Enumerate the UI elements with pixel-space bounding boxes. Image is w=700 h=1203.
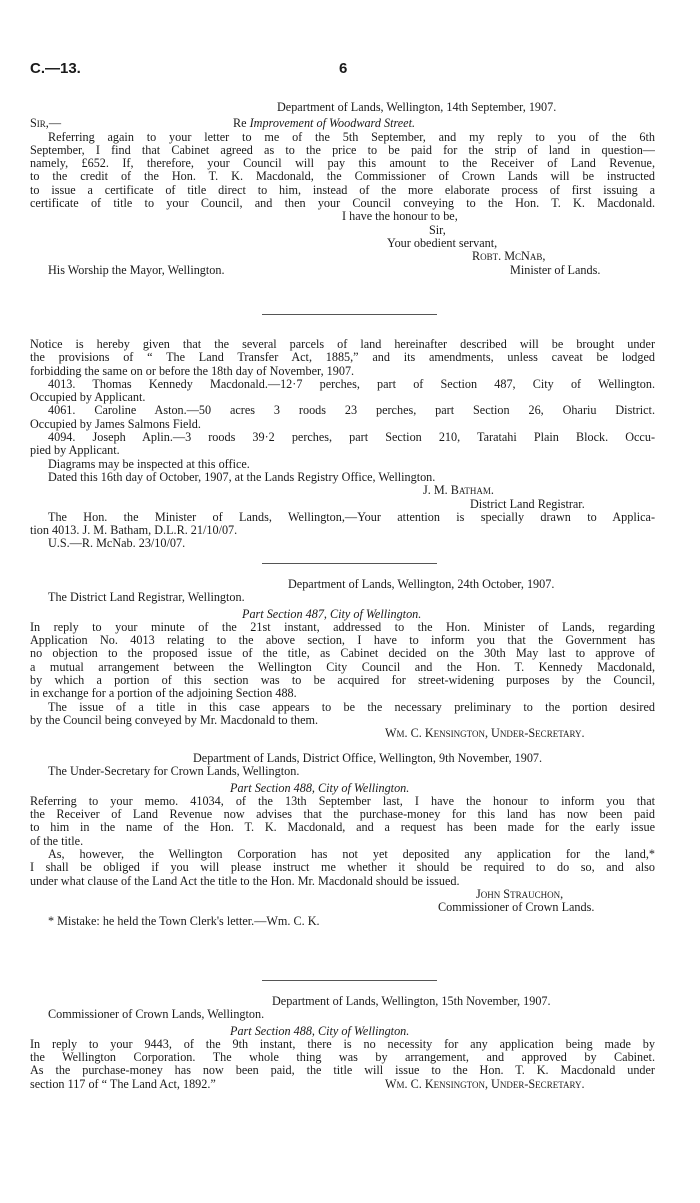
letter-subject [233, 117, 415, 130]
body-line: In reply to your minute of the 21st instant, addressed to the Hon. Minister of Lands, regarding [30, 620, 655, 634]
addressee: Commissioner of Crown Lands, Wellington. [48, 1007, 265, 1022]
closing-line: Your obedient servant, [387, 235, 498, 250]
addressee: His Worship the Mayor, Wellington. [48, 262, 225, 277]
signer-title: Commissioner of Crown Lands. [438, 900, 595, 915]
body-line: In reply to your 9443, of the 9th instant, there is no necessity for any application being made by [30, 1037, 655, 1051]
signature: J. M. Batham. [423, 483, 494, 498]
signature: Wm. C. Kensington, Under-Secretary. [385, 726, 585, 741]
notice-line: Dated this 16th day of October, 1907, at the Lands Registry Office, Wellington. [48, 469, 436, 484]
letter-part-section-488-reply [30, 995, 655, 1091]
parcel-entry: Occupied by Applicant. [30, 390, 146, 405]
notice-line: Notice is hereby given that the several parcels of land hereinafter described will be brought under [30, 338, 655, 351]
body-line: As the purchase-money has now been paid, the title will issue to the Hon. T. K. Macdonald under [30, 1064, 655, 1078]
body-line: the Receiver of Land Revenue now advises that the purchase-money for this land has now been paid [30, 808, 655, 822]
notice-line: Diagrams may be inspected at this office. [48, 456, 250, 471]
body-line: in exchange for a portion of the adjoining Section 488. [30, 686, 297, 701]
letter-subject: Part Section 488, City of Wellington. [230, 780, 410, 795]
page-number: 6 [339, 60, 348, 77]
body-line: to him in the name of the Hon. T. K. Macdonald, and a request has been made for the early issue [30, 821, 655, 835]
body-line: Application No. 4013 relating to the above section, I have to inform you that the Government has [30, 634, 655, 648]
closing-line: Sir, [429, 222, 446, 237]
notice-line: forbidding the same on or before the 18th day of November, 1907. [30, 363, 355, 378]
land-transfer-notice [30, 338, 655, 551]
minute-line: U.S.—R. McNab. 23/10/07. [48, 536, 186, 551]
body-line: Referring again to your letter to me of the 5th September, and my reply to you of the 6th [48, 130, 655, 144]
letter-improvement-woodward-street [30, 101, 655, 277]
letter-subject: Part Section 488, City of Wellington. [230, 1023, 410, 1038]
signature: Robt. McNab, [472, 249, 546, 264]
signer-title: Minister of Lands. [510, 262, 601, 277]
letter-dateline: Department of Lands, Wellington, 15th November, 1907. [272, 994, 551, 1008]
signature: Wm. C. Kensington, Under-Secretary. [385, 1077, 585, 1092]
body-line: by which a portion of this section was to be acquired for street-widening purposes by the Council, [30, 674, 655, 688]
body-line: Referring to your memo. 41034, of the 13th September last, I have the honour to inform you that [30, 794, 655, 808]
parcel-entry: Occupied by James Salmons Field. [30, 416, 201, 431]
body-line: namely, £652. If, therefore, your Council will pay this amount to the Receiver of Land Revenue, [30, 157, 655, 171]
document-reference: C.—13. [30, 60, 81, 77]
letter-part-section-488-district-office [30, 752, 655, 928]
signature: John Strauchon, [476, 886, 564, 901]
letter-subject: Part Section 487, City of Wellington. [242, 606, 422, 621]
parcel-entry: 4061. Caroline Aston.—50 acres 3 roods 23 perches, part Section 26, Ohariu District. [48, 404, 655, 418]
body-line: of the title. [30, 833, 84, 848]
letter-dateline: Department of Lands, District Office, Wellington, 9th November, 1907. [193, 751, 543, 765]
body-line: As, however, the Wellington Corporation has not yet deposited any application for the land,* [48, 848, 655, 862]
parcel-entry: 4013. Thomas Kennedy Macdonald.—12·7 perches, part of Section 487, City of Wellington. [48, 377, 655, 391]
body-line: I shall be obliged if you will please instruct me whether it should be required to do so, and also [30, 861, 655, 875]
subject-prefix: Re [233, 116, 250, 131]
body-line: the Wellington Corporation. The whole thing was by arrangement, and approved by Cabinet. [30, 1051, 655, 1065]
body-line: no objection to the proposed issue of the title, as Cabinet decided on the 30th May last to approve of [30, 647, 655, 661]
body-line: The issue of a title in this case appears to be the necessary preliminary to the portion desired [48, 700, 655, 714]
closing-line: I have the honour to be, [342, 209, 458, 224]
salutation: Sir,— [30, 116, 62, 131]
subject-title: Improvement of Woodward Street. [249, 116, 416, 131]
signer-title: District Land Registrar. [470, 496, 585, 511]
letter-dateline: Department of Lands, Wellington, 14th September, 1907. [277, 100, 557, 114]
addressee: The Under-Secretary for Crown Lands, Wellington. [48, 764, 300, 779]
body-line: September, I find that Cabinet agreed as to the price to be paid for the strip of land in question— [30, 143, 655, 157]
body-line: under what clause of the Land Act the title to the Hon. Mr. Macdonald should be issued. [30, 873, 460, 888]
body-line: to issue a certificate of title direct to him, instead of the more elaborate process of first issuing a [30, 183, 655, 197]
minute-line: tion 4013. J. M. Batham, D.L.R. 21/10/07. [30, 523, 238, 538]
footnote: * Mistake: he held the Town Clerk's letter.—Wm. C. K. [48, 913, 320, 928]
body-line: to the credit of the Hon. T. K. Macdonald, the Commissioner of Crown Lands will be instructed [30, 170, 655, 184]
parcel-entry: 4094. Joseph Aplin.—3 roods 39·2 perches, part Section 210, Taratahi Plain Block. Occu- [48, 431, 655, 445]
body-line: certificate of title to your Council, and then your Council conveying to the Hon. T. K. Macdonald. [30, 197, 655, 211]
body-line: a mutual arrangement between the Wellington City Council and the Hon. T. Kennedy Macdonald, [30, 660, 655, 674]
body-line: section 117 of “ The Land Act, 1892.” [30, 1076, 216, 1091]
addressee: The District Land Registrar, Wellington. [48, 590, 245, 605]
addressee-row [30, 264, 655, 277]
notice-line: the provisions of “ The Land Transfer Act, 1885,” and its amendments, unless caveat be lodged [30, 351, 655, 365]
body-line: by the Council being conveyed by Mr. Macdonald to them. [30, 712, 319, 727]
section-divider [262, 980, 437, 981]
section-divider [262, 563, 437, 564]
letter-dateline: Department of Lands, Wellington, 24th October, 1907. [288, 577, 555, 591]
minute-line: The Hon. the Minister of Lands, Wellington,—Your attention is specially drawn to Applica- [48, 510, 655, 524]
parcel-entry: pied by Applicant. [30, 443, 120, 458]
section-divider [262, 314, 437, 315]
salutation-subject-row [30, 117, 655, 130]
letter-part-section-487 [30, 578, 655, 741]
